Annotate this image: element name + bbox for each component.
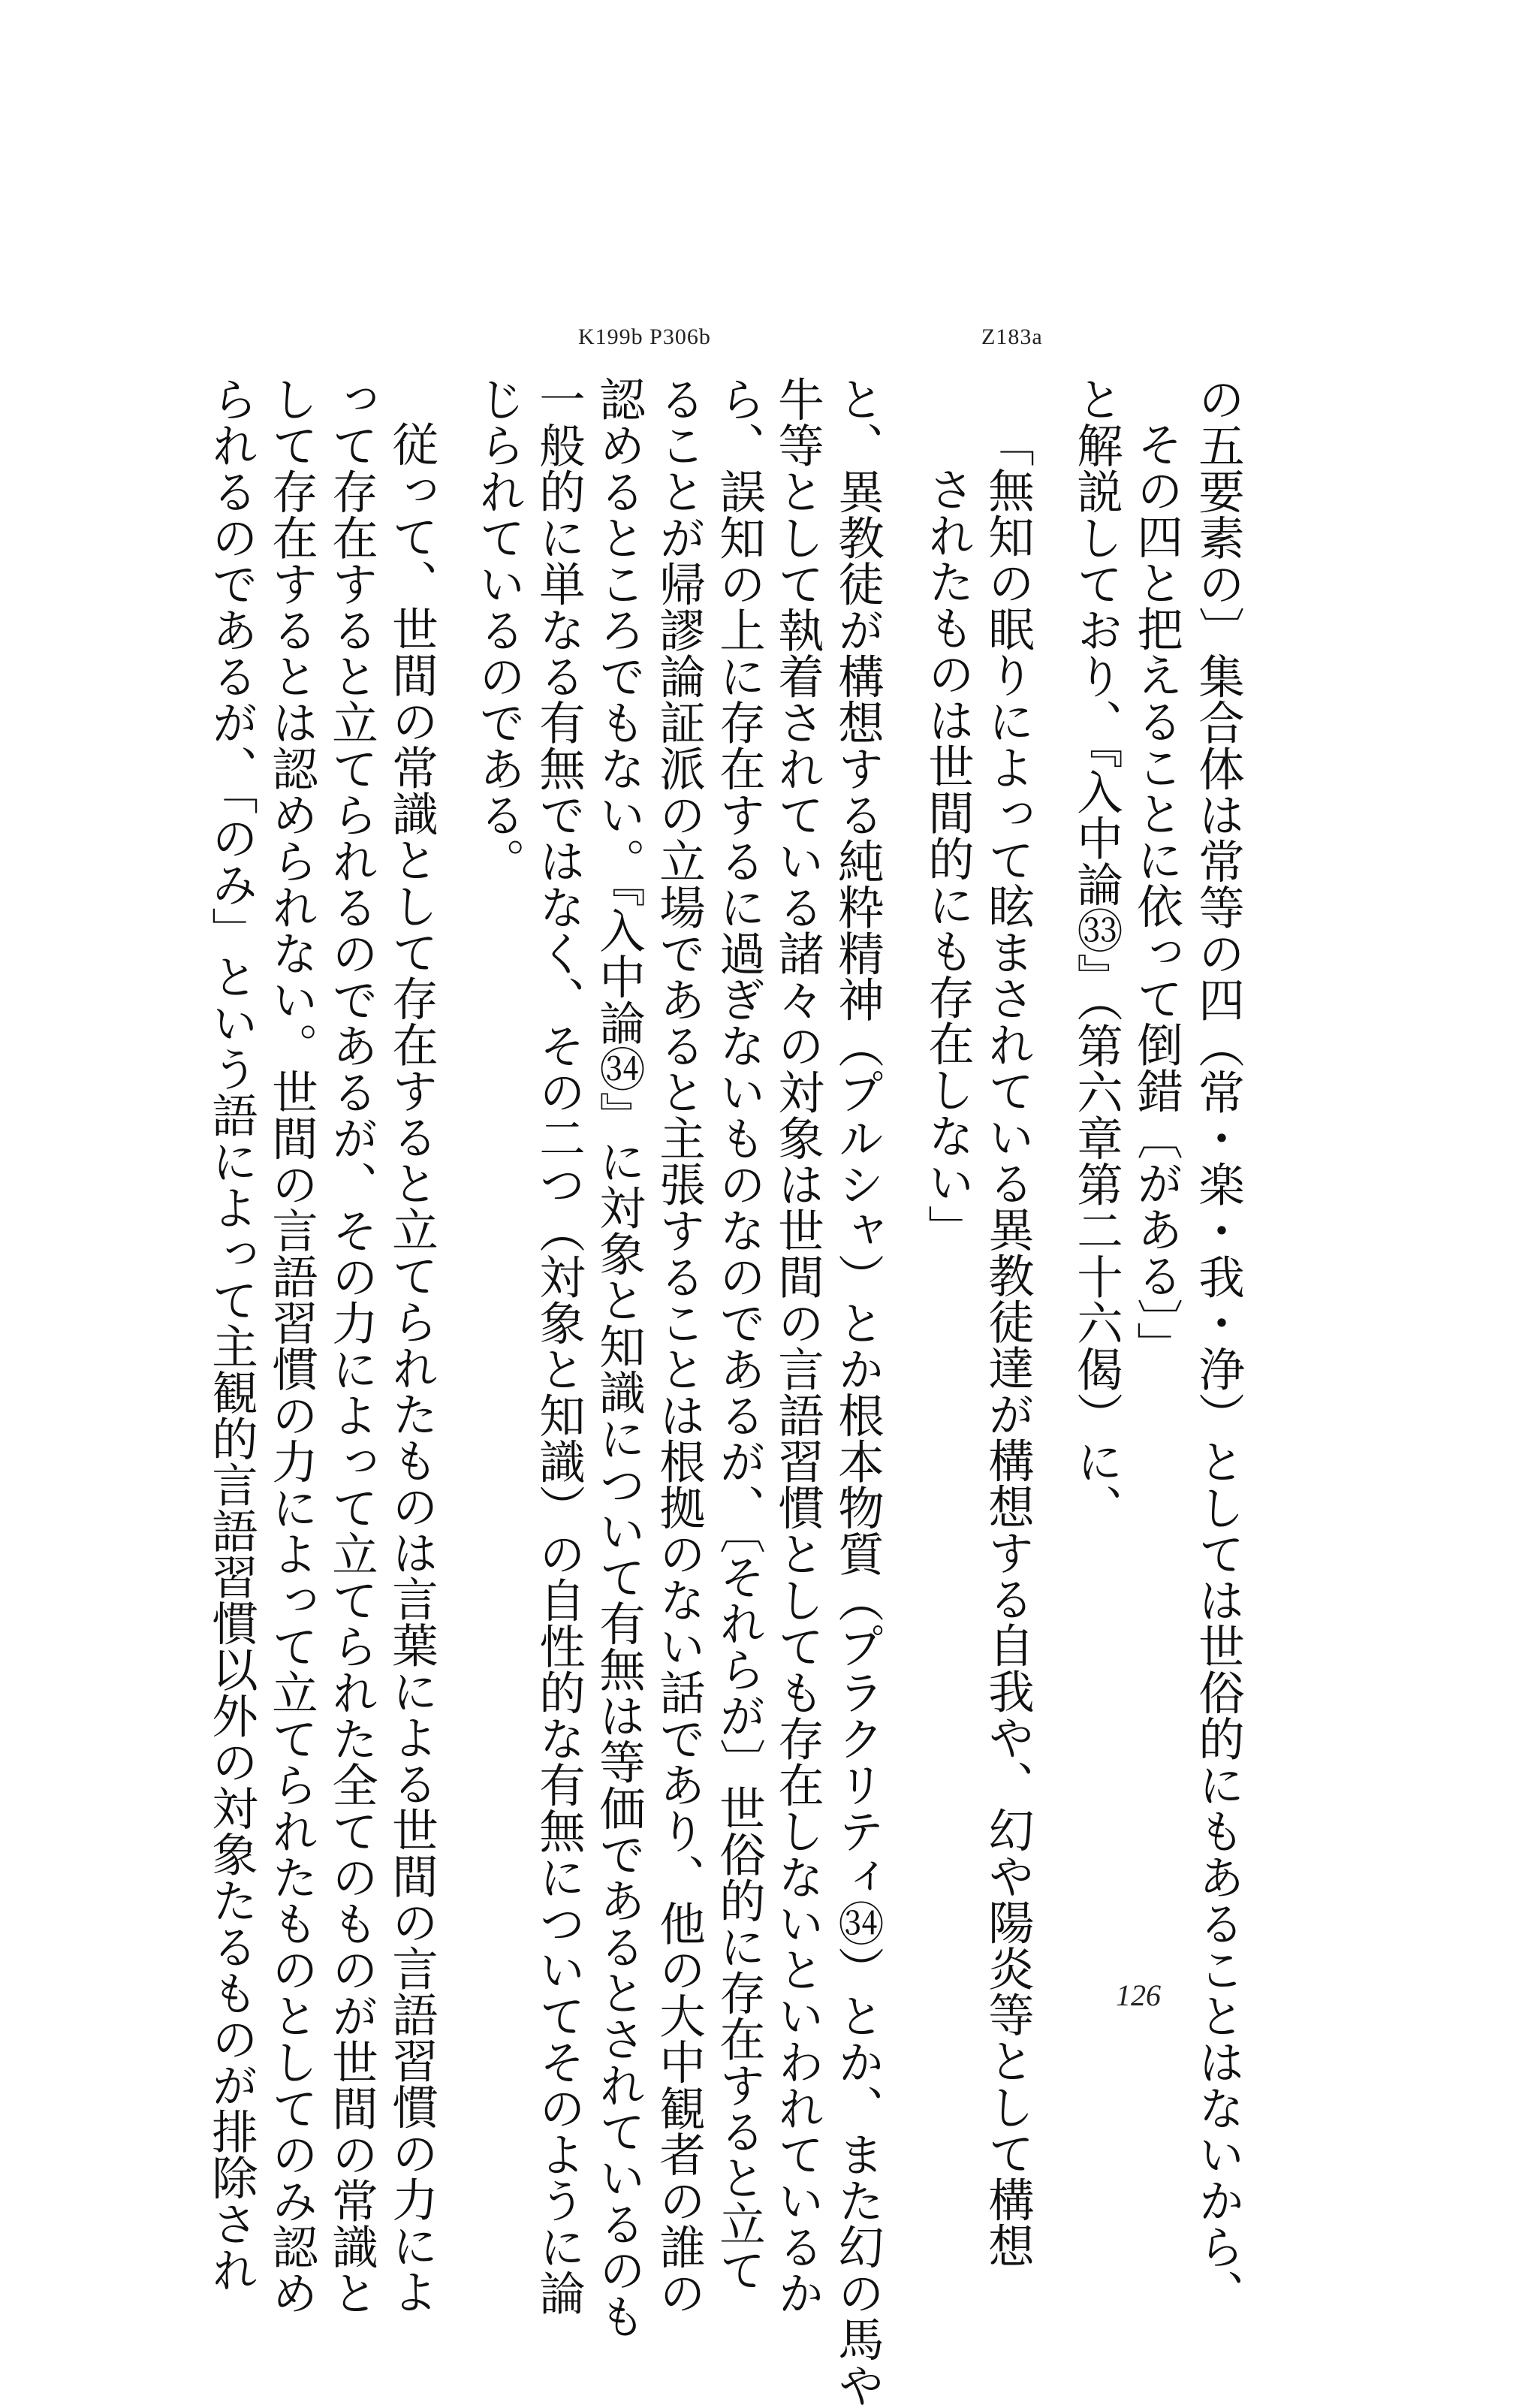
text-line-10: 認めるところでもない。『入中論㉞』に対象と知識について有無は等価であるとされているのも [591, 376, 646, 2339]
text-line-5: されたものは世間的にも存在しない」 [920, 466, 975, 1251]
page-number: 126 [1116, 1978, 1161, 2012]
reference-marker-z: Z183a [981, 324, 1043, 349]
text-line-12: じられているのである。 [471, 376, 526, 884]
text-line-9: ることが帰謬論証派の立場であると主張することは根拠のない話であり、他の大中観者の誰の [651, 376, 706, 2316]
text-line-3: と解説しており、『入中論㉝』（第六章第二十六偈）に、 [1068, 376, 1123, 1531]
reference-marker-k-p: K199b P306b [578, 324, 711, 349]
text-line-13: 従って、世間の常識として存在すると立てられたものは言葉による世間の言語習慣の力によ [384, 421, 439, 2315]
text-line-14: って存在すると立てられるのであるが、その力によって立てられた全てのものが世間の常識と [324, 376, 378, 2316]
text-line-6: と、異教徒が構想する純粋精神（プルシャ）とか根本物質（プラクリティ㉞）とか、また幻の馬や [830, 376, 885, 2408]
text-line-11: 一般的に単なる有無ではなく、その二つ（対象と知識）の自性的な有無についてそのように論 [531, 376, 586, 2316]
text-line-1: の五要素の〕集合体は常等の四（常・楽・我・浄）としては世俗的にもあることはないから、 [1190, 376, 1245, 2316]
text-line-16: られるのであるが、「のみ」という語によって主観的言語習慣以外の対象たるものが排除され [203, 376, 258, 2293]
text-line-15: して存在するとは認められない。世間の言語習慣の力によって立てられたものとしてのみ認め [264, 376, 318, 2316]
text-line-8: ら、誤知の上に存在するに過ぎないものなのであるが、〔それらが〕世俗的に存在すると立て [711, 376, 766, 2293]
text-line-2: その四と把えることに依って倒錯〔がある〕」 [1129, 421, 1183, 1368]
text-line-7: 牛等として執着されている諸々の対象は世間の言語習慣としても存在しないといわれているか [770, 376, 824, 2316]
text-line-4: 「無知の眠りによって眩まされている異教徒達が構想する自我や、幻や陽炎等として構想 [980, 421, 1035, 2268]
